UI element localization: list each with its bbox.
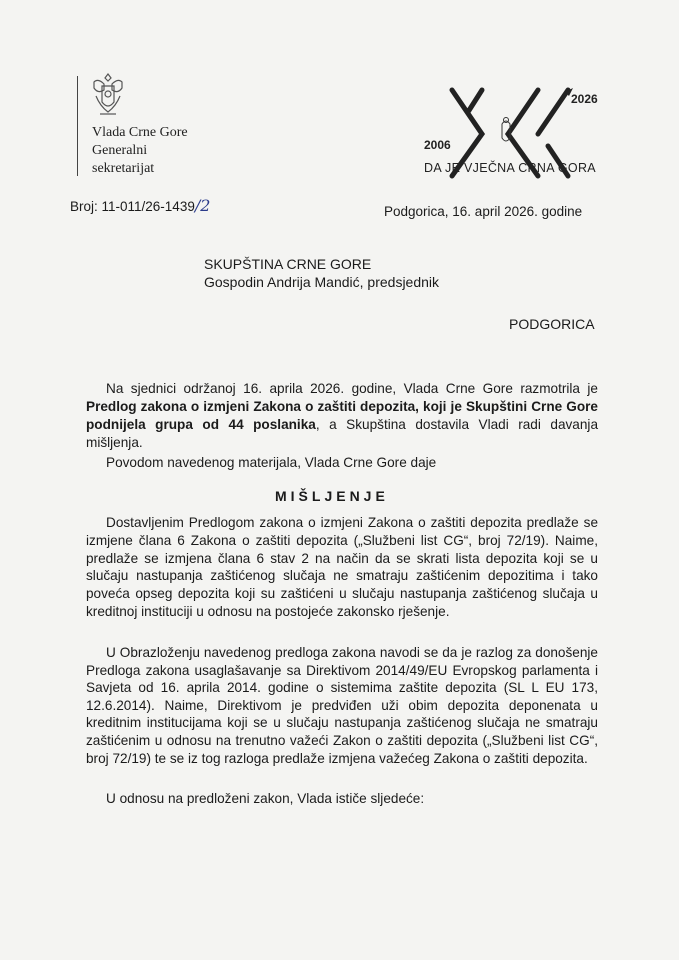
handwritten-suffix: /2 bbox=[194, 196, 211, 215]
intro-text-a: Na sjednici održanoj 16. aprila 2026. godine, Vlada Crne Gore razmotrila je bbox=[106, 381, 598, 396]
occasion-paragraph: Povodom navedenog materijala, Vlada Crne Gore daje bbox=[106, 455, 437, 470]
opinion-paragraph-3: U odnosu na predloženi zakon, Vlada ističe sljedeće: bbox=[106, 791, 425, 806]
opinion-paragraph-1-text: Dostavljenim Predlogom zakona o izmjeni Zakona o zaštiti depozita predlaže se izmjene člana 6 Zakona o zaštiti depozita („Službeni list CG“, broj 72/19). Naime, predlaže se izmjena člana 6 stav 2 na način da se skrati lista depozita koji se u slučaju nastupanja zaštićenog slučaja ne smatraju zaštićenim depozitima i tako poveća opseg depozita koji su zaštićeni u slučaju nastupanja zaštićenog slučaja u kreditnoj instituciji u odnosu na postojeće zakonsko rješenje. bbox=[86, 515, 598, 619]
opinion-paragraph-2 bbox=[86, 644, 598, 767]
header-vertical-rule bbox=[77, 76, 78, 176]
org-line-2: Generalni bbox=[92, 143, 148, 158]
coat-of-arms-icon bbox=[88, 72, 128, 120]
logo-year-end: 2026 bbox=[571, 92, 598, 106]
logo-motto: DA JE VJEČNA CRNA GORA bbox=[424, 161, 596, 175]
org-line-3: sekretarijat bbox=[92, 161, 155, 176]
recipient-person: Gospodin Andrija Mandić, predsjednik bbox=[204, 274, 440, 290]
reference-number bbox=[70, 196, 210, 215]
section-title: MIŠLJENJE bbox=[275, 488, 389, 504]
place-and-date: Podgorica, 16. april 2026. godine bbox=[384, 204, 583, 219]
intro-bold-title: Predlog zakona o izmjeni Zakona o zaštiti depozita, koji je Skupštini Crne Gore podnijela grupa od 44 poslanika bbox=[86, 399, 598, 432]
reference-number-text: Broj: 11-011/26-1439 bbox=[70, 199, 195, 214]
logo-year-start: 2006 bbox=[424, 138, 451, 152]
org-line-1: Vlada Crne Gore bbox=[92, 125, 188, 140]
recipient-institution: SKUPŠTINA CRNE GORE bbox=[204, 256, 372, 272]
issuing-organization bbox=[92, 124, 188, 178]
recipient-city: PODGORICA bbox=[509, 316, 595, 332]
intro-text-b: , a Skupština dostavila Vladi radi davanja mišljenja. bbox=[86, 417, 598, 450]
intro-paragraph bbox=[86, 380, 598, 452]
opinion-paragraph-1 bbox=[86, 514, 598, 621]
opinion-paragraph-2-text: U Obrazloženju navedenog predloga zakona navodi se da je razlog za donošenje Predloga zakona usaglašavanje sa Direktivom 2014/49/EU Evropskog parlamenta i Savjeta od 16. aprila 2014. godine o sistemima zaštite depozita (SL L EU 173, 12.6.2014). Naime, Direktivom je predviđen uži obim depozita deponenata u kreditnim institucijama koji se u slučaju nastupanja zaštićenog slučaja ne smatraju zaštićenim u odnosu na trenutno važeći Zakon o zaštiti depozita („Službeni list CG“, broj 72/19) te se iz tog razloga predlaže izmjena važećeg Zakona o zaštiti depozita. bbox=[86, 645, 598, 766]
